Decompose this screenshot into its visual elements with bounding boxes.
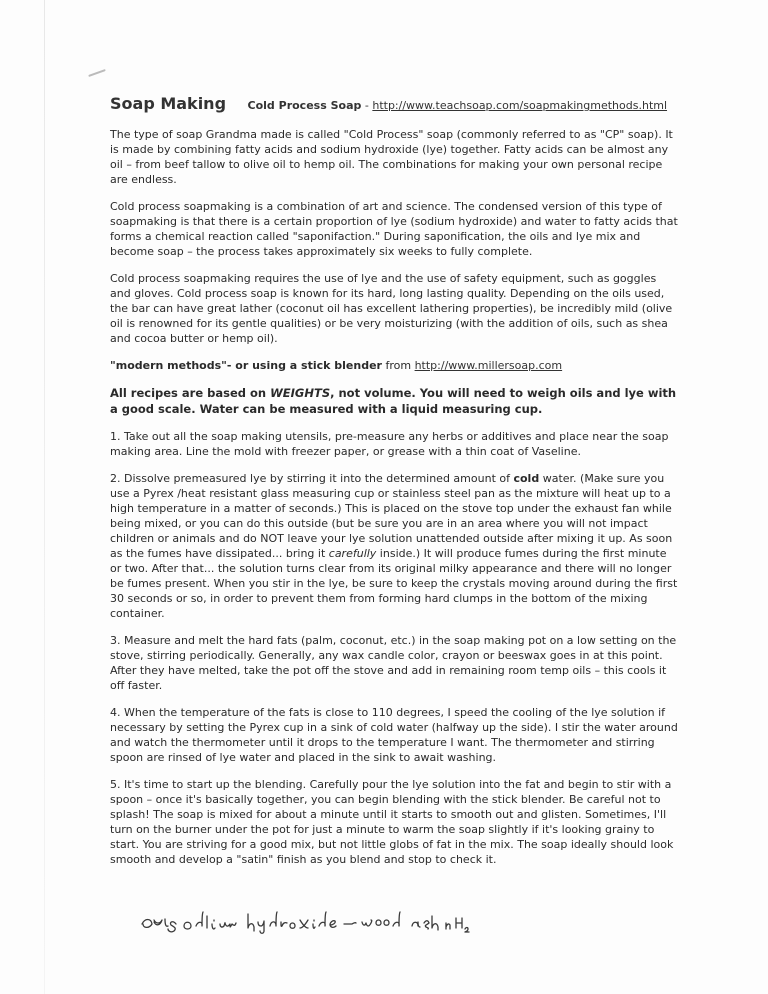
methods-label: "modern methods"- or using a stick blender — [110, 359, 382, 372]
step-4: 4. When the temperature of the fats is close to 110 degrees, I speed the cooling of the lye solution if necessary by setting the Pyrex cup in a sink of cold water (halfway up the side). I stir the water around and watch the thermometer until it drops to the temperature I want. The thermometer and stirring spoon are rinsed of lye water and placed in the sink to await washing. — [110, 706, 678, 764]
weights-part-2: , not volume. You will need to weigh oils and lye with a good scale. Water can be measured with a liquid measuring cup. — [110, 386, 677, 416]
teachsoap-link[interactable]: http://www.teachsoap.com/soapmakingmethods.html — [372, 99, 668, 112]
millersoap-link[interactable]: http://www.millersoap.com — [414, 359, 563, 372]
handwritten-note — [140, 910, 470, 934]
scan-edge — [44, 0, 45, 994]
step-2-part-c: water. (Make sure you use a Pyrex /heat resistant glass measuring cup or stainless steel pan as the mixture will heat up to a high temperature in a matter of seconds.) This is placed on the stove top under the exhaust fan while being mixed, or you can do this outside (but be sure you are in an area where you will not impact children or animals and do NOT leave your lye solution unattended outside after mixing it up. As soon as the fumes have dissipated... bring it — [110, 472, 673, 560]
step-1: 1. Take out all the soap making utensils, pre-measure any herbs or additives and place near the soap making area. Line the mold with freezer paper, or grease with a thin coat of Vaseline. — [110, 430, 669, 458]
step-2 — [110, 471, 678, 621]
step-2-cold: cold — [513, 472, 540, 485]
weights-emphasis: WEIGHTS — [270, 386, 331, 400]
page-subtitle: Cold Process Soap — [247, 99, 362, 112]
step-2-part-e: inside.) It will produce fumes during the first minute or two. After that... the solution turns clear from its original milky appearance and there will no longer be fumes present. When you stir in the lye, be sure to keep the crystals moving around during the first 30 seconds or so, in order to prevent them from forming hard clumps in the bottom of the mixing container. — [110, 547, 678, 620]
intro-paragraph-3: Cold process soapmaking requires the use of lye and the use of safety equipment, such as goggles and gloves. Cold process soap is known for its hard, long lasting quality. Depending on the oils used, the bar can have great lather (coconut oil has excellent lathering properties), be incredibly mild (olive oil is renowned for its gentle qualities) or be very moisturizing (with the addition of oils, such as shea and cocoa butter or hemp oil). — [110, 272, 673, 345]
page-title: Soap Making — [110, 94, 227, 113]
header — [110, 96, 678, 113]
weights-part-1: All recipes are based on — [110, 386, 271, 400]
intro-paragraph-2: Cold process soapmaking is a combination of art and science. The condensed version of this type of soapmaking is that there is a certain proportion of lye (sodium hydroxide) and water to fatty acids that forms a chemical reaction called "saponifaction." During saponification, the oils and lye mix and become soap – the process takes approximately six weeks to fully complete. — [110, 200, 678, 258]
weights-note — [110, 385, 678, 417]
step-3: 3. Measure and melt the hard fats (palm, coconut, etc.) in the soap making pot on a low setting on the stove, stirring periodically. Generally, any wax candle color, crayon or beeswax goes in at this point. After they have melted, take the pot off the stove and add in remaining room temp oils – this cools it off faster. — [110, 634, 677, 692]
document-body — [110, 96, 678, 879]
step-2-part-a: 2. Dissolve premeasured lye by stirring it into the determined amount of — [110, 472, 514, 485]
step-2-carefully: carefully — [328, 547, 377, 560]
methods-line — [110, 358, 678, 373]
subtitle-separator: - — [361, 99, 373, 112]
methods-from: from — [381, 359, 415, 372]
stray-mark — [88, 69, 106, 77]
handwriting-scribble — [140, 910, 470, 934]
intro-paragraph-1: The type of soap Grandma made is called "Cold Process" soap (commonly referred to as "CP" soap). It is made by combining fatty acids and sodium hydroxide (lye) together. Fatty acids can be almost any oil – from beef tallow to olive oil to hemp oil. The combinations for making your own personal recipe are endless. — [110, 128, 673, 186]
step-5: 5. It's time to start up the blending. Carefully pour the lye solution into the fat and begin to stir with a spoon – once it's basically together, you can begin blending with the stick blender. Be careful not to splash! The soap is mixed for about a minute until it starts to smooth out and glisten. Sometimes, I'll turn on the burner under the pot for just a minute to warm the soap slightly if it's looking grainy to start. You are striving for a good mix, but not little globs of fat in the mix. The soap ideally should look smooth and develop a "satin" finish as you blend and stop to check it. — [110, 778, 674, 866]
